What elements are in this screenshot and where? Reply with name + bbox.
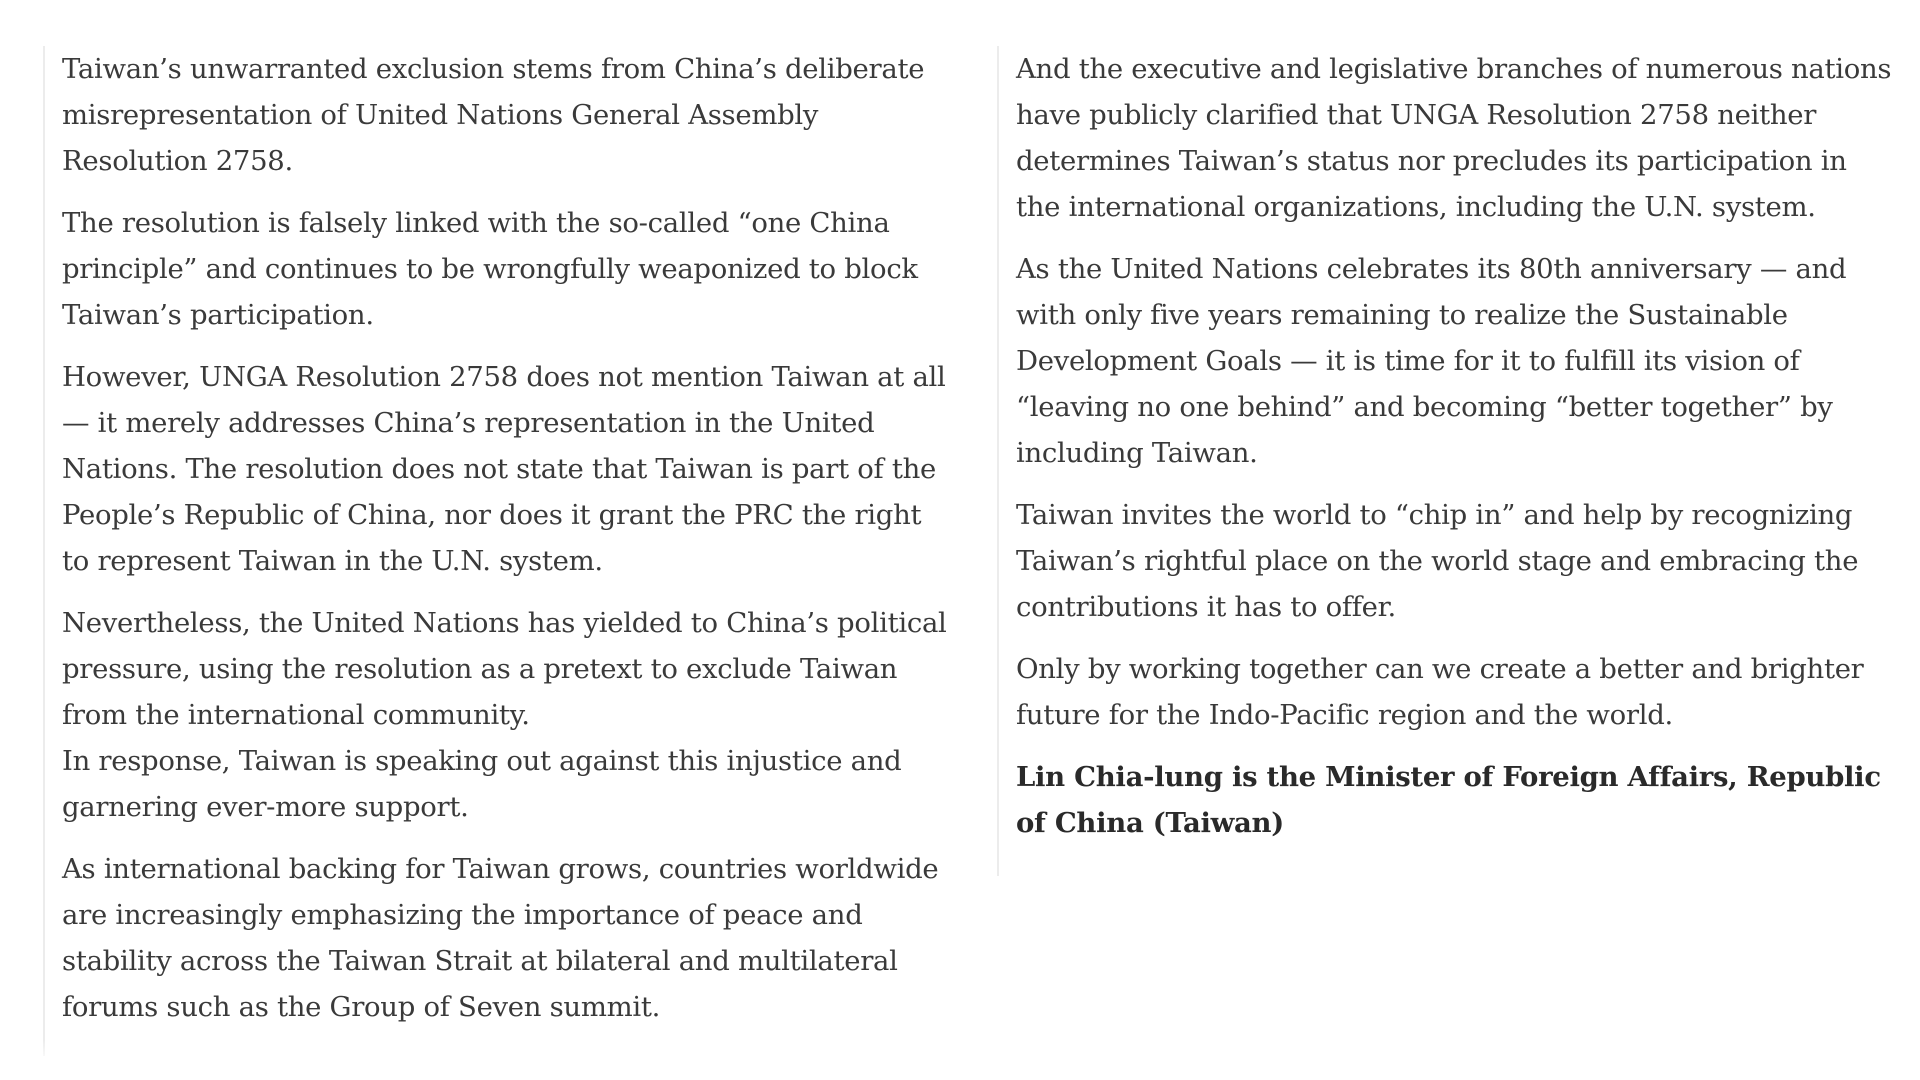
author-bio: Lin Chia-lung is the Minister of Foreign Affairs, Republic of China (Taiwan) xyxy=(1016,761,1881,839)
article-paragraph: Taiwan’s unwarranted exclusion stems from China’s deliberate misrepresentation of United Nations General Assembly Resolution 2758. xyxy=(62,53,925,177)
article-paragraph: Nevertheless, the United Nations has yielded to China’s political pressure, using the resolution as a pretext to exclude Taiwan from the international community. xyxy=(62,607,947,731)
article-paragraph: Taiwan invites the world to “chip in” and help by recognizing Taiwan’s rightful place on the world stage and embracing the contributions it has to offer. xyxy=(1016,499,1859,623)
article-paragraph: As international backing for Taiwan grows, countries worldwide are increasingly emphasizing the importance of peace and stability across the Taiwan Strait at bilateral and multilateral forums such as the Group of Seven summit. xyxy=(62,853,939,1023)
article-column-right xyxy=(997,46,1897,876)
article-paragraph: In response, Taiwan is speaking out against this injustice and garnering ever-more support. xyxy=(62,745,902,823)
article-paragraph: As the United Nations celebrates its 80th anniversary — and with only five years remaining to realize the Sustainable Development Goals — it is time for it to fulfill its vision of “leaving no one behind” and becoming “better together” by including Taiwan. xyxy=(1016,253,1847,469)
article-paragraph: Only by working together can we create a better and brighter future for the Indo-Pacific region and the world. xyxy=(1016,653,1864,731)
article-column-left xyxy=(43,46,963,1056)
article-paragraph: The resolution is falsely linked with the so-called “one China principle” and continues to be wrongfully weaponized to block Taiwan’s participation. xyxy=(62,207,918,331)
article-paragraph: And the executive and legislative branches of numerous nations have publicly clarified that UNGA Resolution 2758 neither determines Taiwan’s status nor precludes its participation in the international organizations, including the U.N. system. xyxy=(1016,53,1892,223)
bottom-fade xyxy=(43,1040,1920,1080)
article-paragraph: However, UNGA Resolution 2758 does not mention Taiwan at all — it merely addresses China’s representation in the United Nations. The resolution does not state that Taiwan is part of the People’s Republic of China, nor does it grant the PRC the right to represent Taiwan in the U.N. system. xyxy=(62,361,946,577)
